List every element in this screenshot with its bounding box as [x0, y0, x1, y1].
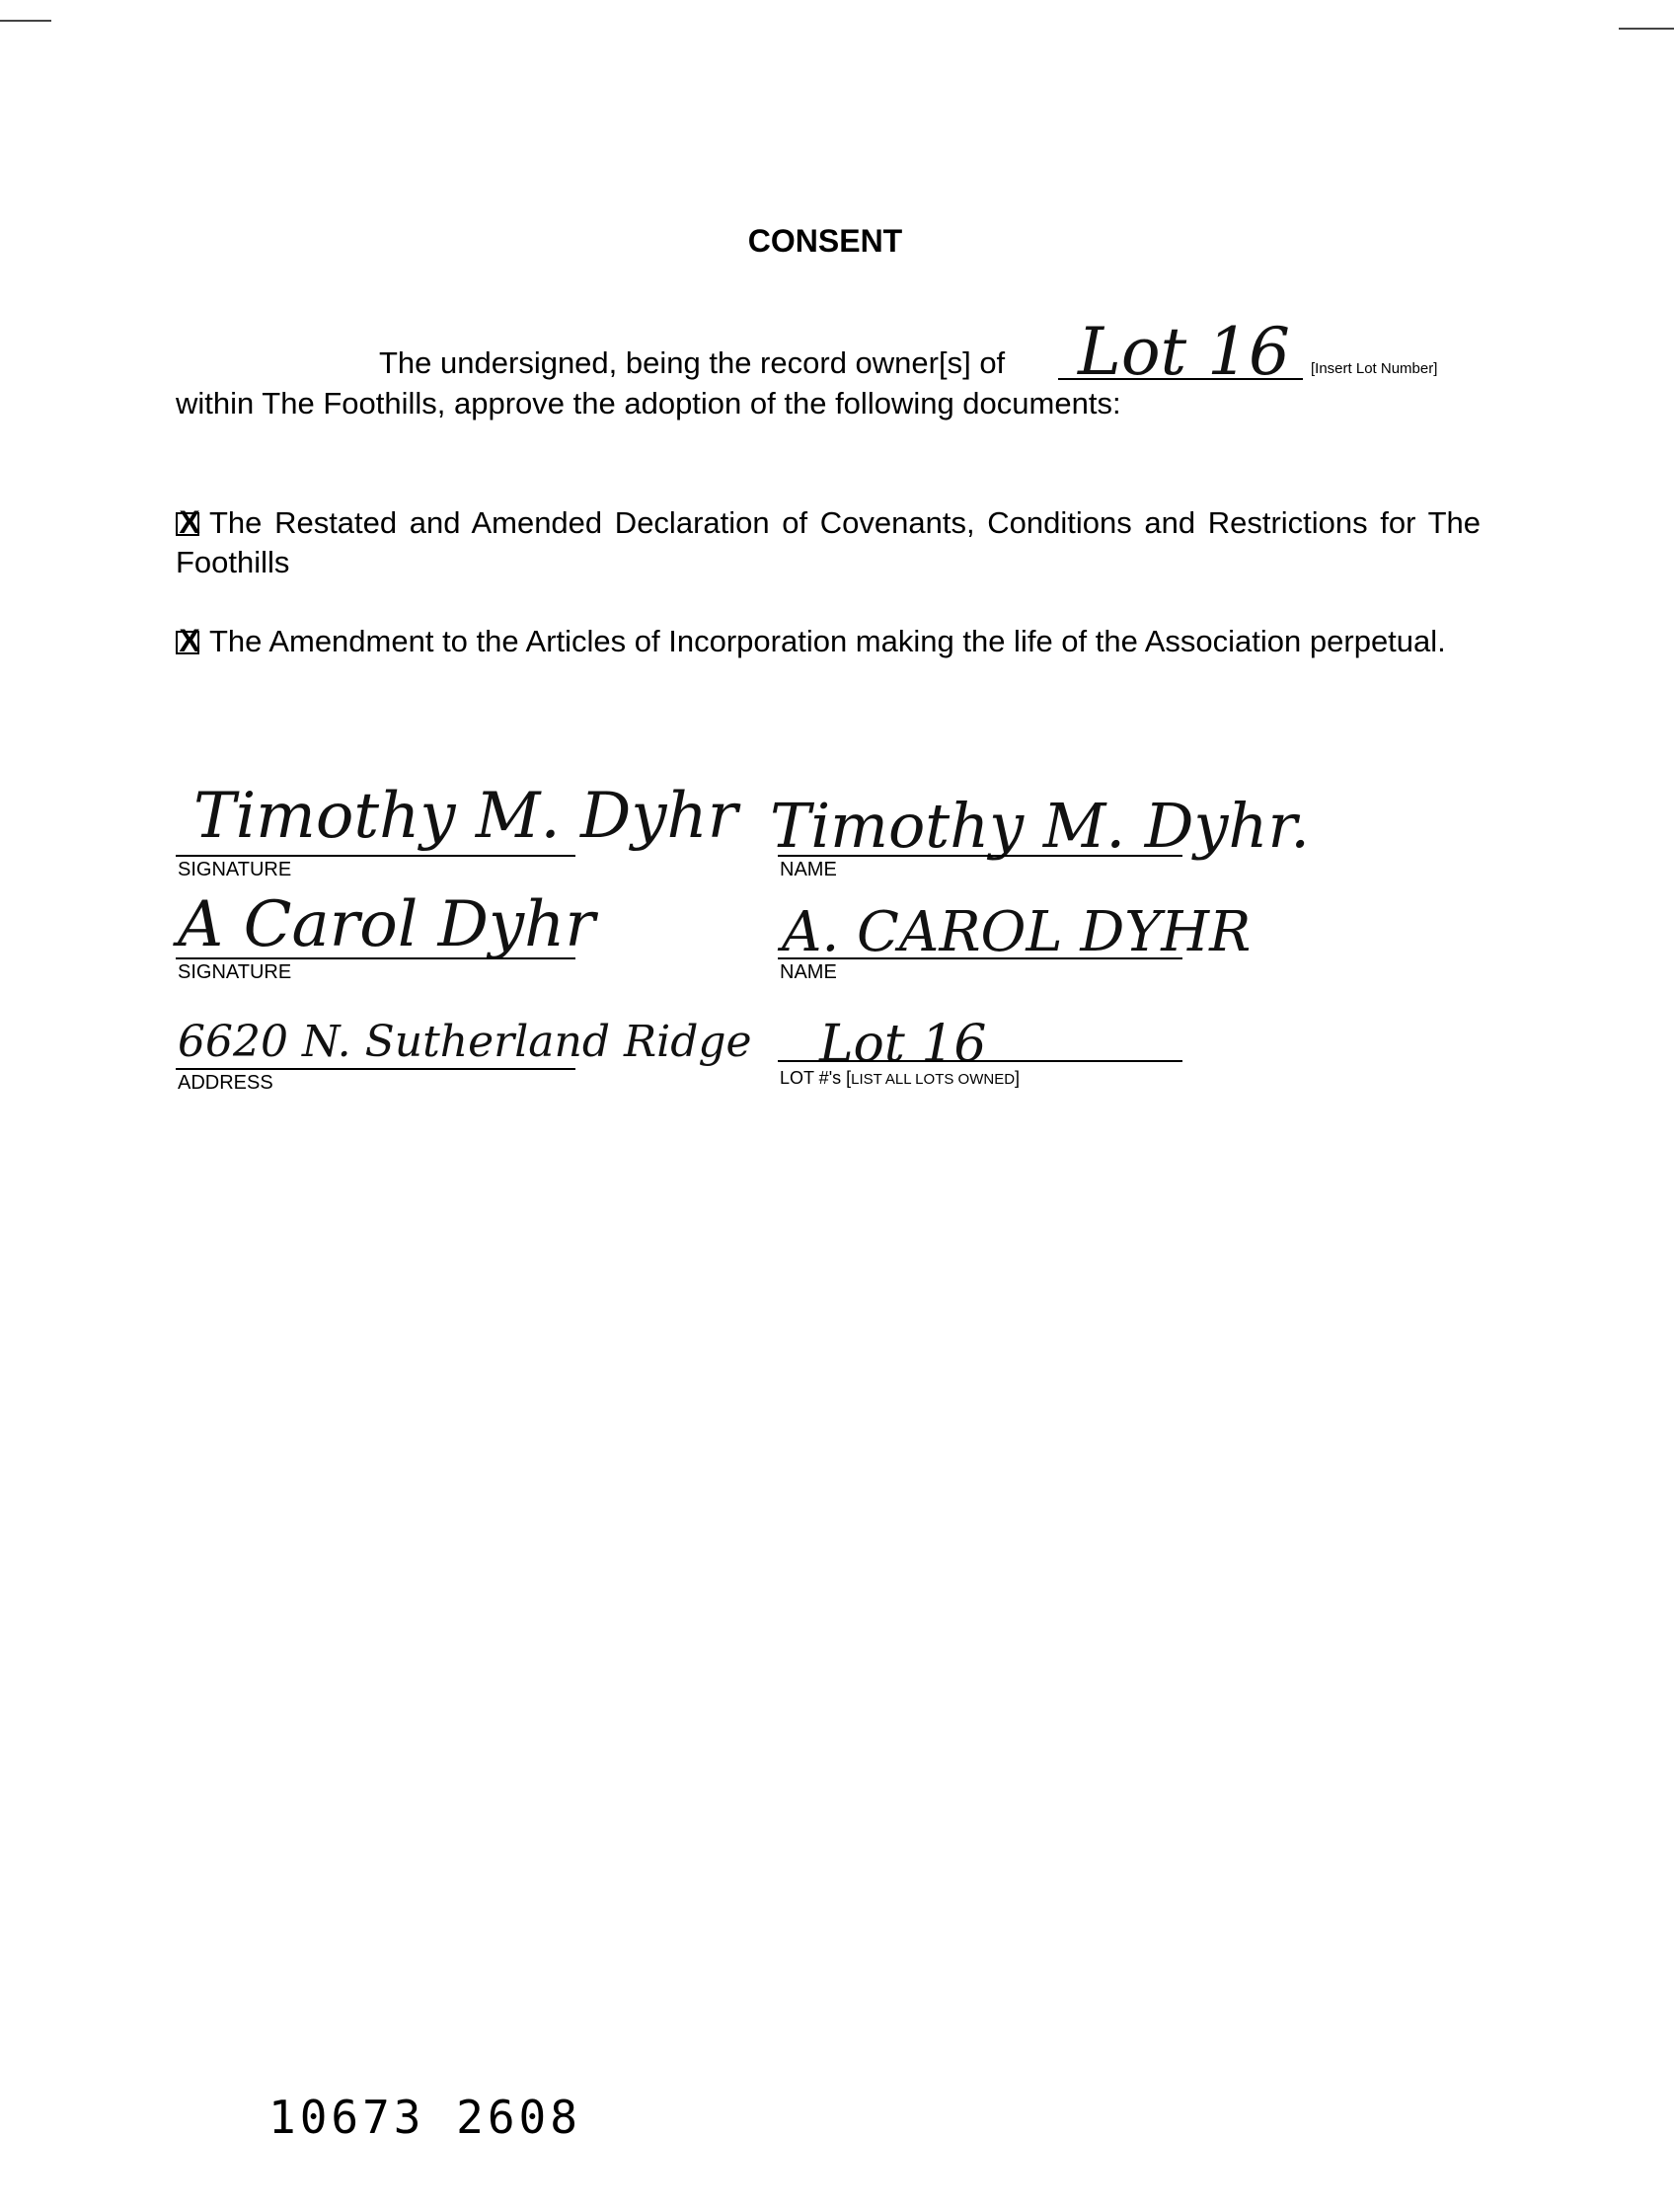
address-handwritten: 6620 N. Sutherland Ridge [178, 1017, 752, 1067]
lots-label-caps: LIST ALL LOTS OWNED [851, 1071, 1016, 1088]
lots-label-main: LOT #'s [ [780, 1068, 852, 1088]
document-1-checkbox[interactable] [176, 504, 200, 540]
name-1-handwritten: Timothy M. Dyhr. [770, 790, 1310, 862]
document-1-text: The Restated and Amended Declaration of Covenants, Conditions and Restrictions for The Foothills [176, 505, 1481, 579]
check-mark-icon: X [179, 504, 200, 540]
signature-1-handwritten: Timothy M. Dyhr [193, 780, 738, 853]
scan-mark-left [0, 20, 51, 22]
intro-prefix: The undersigned, being the record owner[s] of [379, 345, 1006, 380]
lots-line [778, 1060, 1182, 1062]
signature-2-label: SIGNATURE [178, 961, 292, 983]
lot-number-handwritten: Lot 16 [1078, 314, 1291, 390]
filing-number: 10673 2608 [268, 2091, 581, 2144]
lot-number-note: [Insert Lot Number] [1311, 360, 1438, 377]
document-2-text: The Amendment to the Articles of Incorporation making the life of the Association perpetual. [209, 624, 1446, 658]
document-item-2 [176, 622, 1481, 661]
name-2-line [778, 957, 1182, 959]
check-mark-icon: X [179, 623, 200, 658]
name-1-label: NAME [780, 859, 837, 880]
lots-label-end: ] [1015, 1068, 1021, 1088]
signature-1-line [176, 855, 575, 857]
document-item-1 [176, 503, 1481, 582]
signature-2-handwritten: A Carol Dyhr [178, 888, 595, 961]
intro-line-2: within The Foothills, approve the adoption of the following documents: [176, 386, 1121, 420]
address-line [176, 1068, 575, 1070]
name-2-label: NAME [780, 961, 837, 983]
page-title: CONSENT [747, 223, 903, 259]
name-1-line [778, 855, 1182, 857]
intro-line-1 [379, 343, 1005, 383]
document-2-checkbox[interactable] [176, 623, 200, 658]
address-label: ADDRESS [178, 1072, 273, 1094]
signature-2-line [176, 957, 575, 959]
scan-mark-right [1619, 28, 1674, 30]
lots-handwritten: Lot 16 [819, 1015, 987, 1074]
name-2-handwritten: A. CAROL DYHR [782, 900, 1252, 964]
lots-label [780, 1068, 1020, 1089]
signature-1-label: SIGNATURE [178, 859, 292, 880]
